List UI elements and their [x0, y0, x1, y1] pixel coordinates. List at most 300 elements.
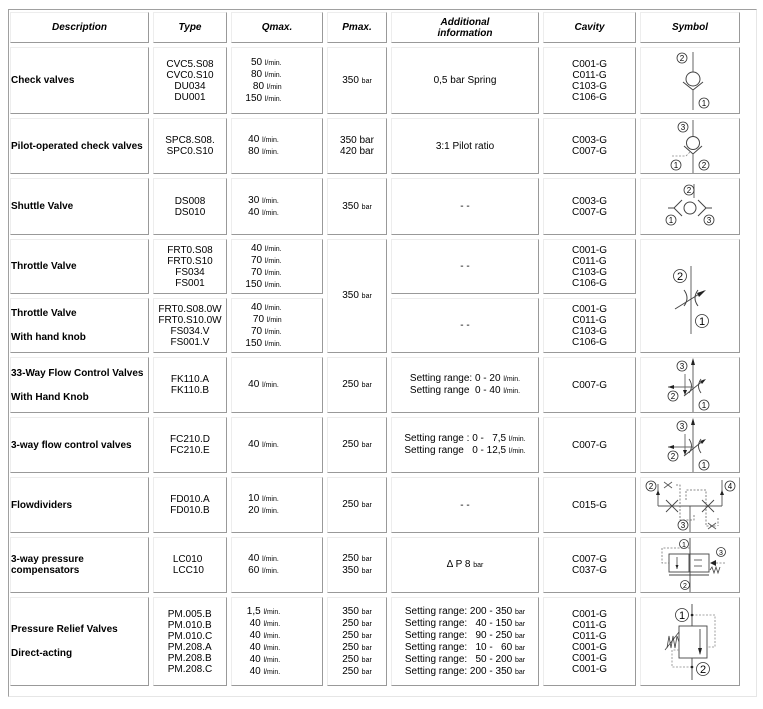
port-label: 2: [686, 185, 692, 195]
qmax-line: [245, 279, 281, 291]
qmax-line: [248, 207, 279, 219]
list-line: FC210.E: [170, 445, 210, 456]
description-text: Shuttle Valve: [11, 201, 74, 212]
list-line: C001-G: [571, 303, 607, 315]
description-text: Flowdividers: [11, 499, 73, 511]
additional-info-cell: [391, 239, 539, 294]
description-cell: [10, 118, 149, 174]
additional-info-cell: [391, 537, 539, 593]
symbol-cell: [640, 357, 740, 413]
qmax-value: 30: [248, 194, 263, 206]
description-subtext: With hand knob: [11, 332, 86, 343]
list-line: LCC10: [172, 565, 204, 576]
type-cell: [153, 118, 227, 174]
list-line: DU034: [174, 80, 206, 92]
pmax-line: [328, 630, 386, 642]
list-line: FRT0.S08.0W: [158, 303, 222, 315]
additional-info-text: Setting range: 200 - 350: [404, 605, 515, 617]
qmax-line: [245, 69, 281, 81]
symbol-cell: [640, 47, 740, 114]
qmax-line: [245, 302, 281, 314]
port-label: 3: [706, 215, 712, 225]
description-text: Throttle Valve: [11, 308, 77, 319]
additional-info-cell: [391, 118, 539, 174]
list-line: C011-G: [572, 255, 607, 267]
qmax-unit: l/min.: [264, 304, 282, 312]
port-label: 1: [698, 316, 706, 328]
symbol-cell: [640, 178, 740, 235]
port-label: 2: [683, 583, 687, 590]
qmax-value: 1,5: [246, 605, 264, 617]
qmax-unit: l/min.: [263, 632, 281, 640]
list-line: 420 bar: [340, 146, 374, 157]
qmax-line: [248, 553, 279, 565]
flow-control-valve-symbol: [660, 358, 720, 412]
pmax-unit: bar: [361, 442, 372, 449]
header-description: Description: [10, 12, 149, 43]
additional-info-text: Setting range: 90 - 250: [404, 629, 515, 641]
additional-info-text: - -: [460, 261, 470, 272]
port-label: 1: [701, 401, 707, 410]
qmax-unit: l/min.: [262, 149, 279, 156]
qmax-unit: l/min.: [263, 608, 281, 616]
list-line: PM.208.B: [167, 652, 212, 664]
port-label: 3: [679, 422, 685, 431]
symbol-cell: [640, 597, 740, 686]
qmax-value: 150: [245, 337, 265, 349]
list-line: DS008: [174, 195, 206, 207]
qmax-values: [247, 606, 307, 678]
pmax-unit: bar: [361, 668, 372, 676]
additional-unit: bar: [514, 620, 526, 628]
qmax-unit: l/min.: [264, 328, 282, 336]
qmax-line: [245, 81, 281, 93]
description-cell: [10, 537, 149, 593]
additional-info-cell: [391, 178, 539, 235]
additional-info-line: [410, 385, 520, 397]
list-line: C003-G: [571, 135, 607, 146]
list-line: C106-G: [571, 91, 607, 103]
list-line: C001-G: [571, 244, 607, 256]
throttle-valve-symbol: [660, 256, 720, 336]
type-cell: [153, 239, 227, 294]
list-line: C103-G: [571, 325, 607, 337]
list-line: C001-G: [571, 641, 607, 653]
list-line: C001-G: [571, 652, 607, 664]
type-cell: [153, 298, 227, 353]
port-label: 1: [668, 215, 674, 225]
qmax-value: 40: [250, 242, 265, 254]
qmax-unit: l/min.: [264, 95, 282, 103]
list-line: FRT0.S10: [167, 255, 213, 267]
port-label: 2: [679, 53, 685, 63]
description-cell: [10, 178, 149, 235]
qmax-values: [248, 553, 306, 577]
additional-info-text: Setting range 0 - 40: [409, 385, 504, 396]
list-line: C007-G: [571, 554, 607, 565]
port-label: 1: [682, 542, 686, 549]
pmax-value: 350: [342, 605, 362, 617]
additional-info-line: [405, 642, 525, 654]
table-row: [10, 239, 740, 294]
port-label: 2: [670, 392, 676, 401]
list-line: C103-G: [571, 80, 607, 92]
list-line: FD010.A: [170, 494, 210, 505]
list-line: C003-G: [571, 195, 607, 207]
list-line: SPC0.S10: [166, 146, 214, 157]
additional-info-cell: [391, 298, 539, 353]
pmax-value: 250: [342, 439, 359, 450]
qmax-unit: l/min.: [264, 269, 282, 277]
port-label: 2: [699, 663, 707, 676]
list-line: C011-G: [572, 69, 607, 81]
qmax-unit: l/min.: [262, 442, 279, 449]
description-subtext: With Hand Knob: [11, 391, 89, 403]
header-pmax: Pmax.: [327, 12, 387, 43]
pmax-value: 250: [342, 641, 362, 653]
cavity-cell: [543, 239, 636, 294]
additional-info-text: Setting range 0 - 12,5: [404, 445, 509, 456]
qmax-value: 80: [248, 146, 263, 157]
pmax-line: [328, 654, 386, 666]
additional-info-line: [405, 606, 525, 618]
qmax-values: [245, 302, 308, 350]
qmax-value: 70: [250, 254, 265, 266]
list-line: DS010: [174, 206, 206, 218]
qmax-line: [248, 379, 279, 391]
qmax-line: [248, 195, 279, 207]
additional-info-line: [410, 373, 520, 385]
list-line: C106-G: [571, 336, 607, 348]
description-cell: [10, 298, 149, 353]
description-subtext: Direct-acting: [11, 648, 73, 659]
qmax-unit: l/min.: [262, 556, 279, 563]
qmax-cell: [231, 47, 323, 114]
description-text: 3-way pressure compensators: [11, 554, 84, 576]
symbol-cell: [640, 477, 740, 533]
additional-info-text: Setting range: 10 - 60: [404, 641, 515, 653]
pmax-unit: bar: [361, 608, 372, 616]
port-label: 1: [701, 461, 707, 470]
table-row: [10, 537, 740, 593]
qmax-values: [248, 195, 306, 219]
additional-info-line: [404, 433, 525, 445]
table-row: [10, 477, 740, 533]
qmax-unit: l/min.: [263, 620, 281, 628]
list-line: C015-G: [571, 499, 607, 511]
pmax-unit: bar: [361, 644, 372, 652]
header-qmax: Qmax.: [231, 12, 323, 43]
qmax-value: 80: [250, 68, 265, 80]
pmax-value: 250: [342, 665, 362, 677]
port-label: 1: [678, 609, 686, 622]
header-symbol: Symbol: [640, 12, 740, 43]
qmax-unit: l/min.: [264, 59, 282, 67]
description-cell: [10, 417, 149, 473]
qmax-unit: l/min.: [263, 656, 281, 664]
pmax-value: 350: [342, 290, 359, 301]
port-label: 3: [719, 550, 723, 557]
additional-unit: l/min.: [503, 388, 521, 395]
pmax-unit: bar: [361, 632, 372, 640]
pmax-line: [328, 642, 386, 654]
additional-info-line: [405, 618, 525, 630]
qmax-cell: [231, 477, 323, 533]
qmax-unit: l/min.: [262, 496, 279, 503]
qmax-unit: l/min.: [264, 71, 282, 79]
additional-info-text: Setting range : 0 - 7,5: [404, 433, 509, 444]
description-text: 33-Way Flow Control Valves: [11, 367, 144, 379]
qmax-value: 40: [248, 439, 263, 450]
type-cell: [153, 357, 227, 413]
shuttle-valve-symbol: [660, 182, 720, 232]
table-row: [10, 597, 740, 686]
list-line: PM.010.C: [167, 630, 213, 642]
pmax-value: 250: [342, 553, 362, 564]
pmax-unit: bar: [361, 77, 372, 85]
additional-info-cell: [391, 597, 539, 686]
check-valve-symbol: [660, 50, 720, 112]
list-line: FC210.D: [169, 434, 210, 445]
qmax-value: 40: [249, 617, 264, 629]
list-line: C007-G: [571, 206, 607, 218]
list-line: C037-G: [571, 565, 607, 576]
qmax-line: [245, 267, 281, 279]
list-line: C001-G: [571, 608, 607, 620]
qmax-value: 40: [248, 206, 263, 218]
qmax-line: [248, 565, 279, 577]
cavity-cell: [543, 597, 636, 686]
qmax-value: 60: [248, 565, 263, 576]
list-line: FS034: [175, 266, 205, 278]
port-label: 2: [670, 452, 676, 461]
pressure-compensator-symbol: [650, 538, 730, 592]
qmax-cell: [231, 298, 323, 353]
list-line: PM.005.B: [167, 608, 212, 620]
qmax-value: 10: [248, 493, 263, 504]
qmax-line: [245, 243, 281, 255]
list-line: CVC5.S08: [166, 58, 214, 70]
qmax-value: 20: [248, 505, 263, 516]
qmax-value: 70: [250, 325, 265, 337]
list-line: C103-G: [571, 266, 607, 278]
additional-info-line: [404, 445, 525, 457]
pressure-relief-valve-symbol: [655, 602, 725, 682]
port-label: 2: [701, 161, 707, 170]
qmax-unit: l/min.: [264, 245, 282, 253]
qmax-line: [248, 439, 279, 451]
qmax-cell: [231, 537, 323, 593]
table-row: [10, 178, 740, 235]
description-text: Check valves: [11, 75, 75, 86]
pmax-unit: bar: [361, 293, 372, 300]
qmax-line: [245, 57, 281, 69]
pmax-cell: [327, 357, 387, 413]
qmax-unit: l/min.: [264, 257, 282, 265]
qmax-line: [247, 630, 280, 642]
qmax-value: 40: [248, 134, 263, 145]
port-label: 1: [701, 98, 707, 108]
list-line: FD010.B: [170, 505, 210, 516]
list-line: C007-G: [571, 146, 607, 157]
qmax-line: [245, 314, 281, 326]
list-line: C106-G: [571, 277, 607, 289]
qmax-line: [248, 505, 279, 517]
list-line: SPC8.S08.: [165, 135, 215, 146]
qmax-values: [245, 57, 308, 105]
additional-unit: bar: [514, 644, 526, 652]
symbol-cell: [640, 239, 740, 353]
description-cell: [10, 477, 149, 533]
additional-unit: l/min.: [508, 448, 526, 455]
qmax-unit: l/min.: [263, 644, 281, 652]
pmax-value: 250: [342, 499, 359, 510]
symbol-cell: [640, 118, 740, 174]
qmax-line: [247, 654, 280, 666]
additional-info-cell: [391, 477, 539, 533]
list-line: C011-G: [572, 630, 607, 642]
list-line: FS034.V: [170, 325, 210, 337]
additional-info-cell: [391, 357, 539, 413]
pmax-unit: bar: [361, 203, 372, 211]
qmax-value: 70: [250, 266, 265, 278]
pilot-operated-check-valve-symbol: [660, 119, 720, 173]
qmax-line: [247, 666, 280, 678]
additional-unit: l/min.: [508, 436, 526, 443]
port-label: 3: [680, 123, 686, 132]
qmax-line: [245, 93, 281, 105]
qmax-unit: l/min: [266, 83, 282, 91]
pmax-value: 350: [342, 200, 359, 212]
additional-info-cell: [391, 417, 539, 473]
pmax-unit: bar: [361, 556, 372, 563]
list-line: FRT0.S08: [167, 244, 213, 256]
pmax-cell: [327, 597, 387, 686]
cavity-cell: [543, 47, 636, 114]
qmax-cell: [231, 118, 323, 174]
pmax-line: [328, 553, 386, 565]
cavity-cell: [543, 298, 636, 353]
qmax-line: [248, 134, 279, 146]
qmax-value: 50: [250, 56, 265, 68]
list-line: FK110.B: [170, 385, 210, 396]
description-text: 3-way flow control valves: [11, 439, 132, 451]
qmax-value: 40: [250, 301, 265, 313]
list-line: FS001: [175, 277, 205, 289]
pmax-value: 250: [342, 379, 359, 390]
description-text: Throttle Valve: [11, 261, 77, 272]
additional-info-text: Setting range: 0 - 20: [409, 373, 504, 384]
qmax-value: 40: [249, 665, 264, 677]
qmax-line: [247, 606, 280, 618]
header-type: Type: [153, 12, 227, 43]
symbol-cell: [640, 417, 740, 473]
type-cell: [153, 597, 227, 686]
qmax-line: [245, 326, 281, 338]
list-line: FRT0.S10.0W: [158, 314, 222, 326]
header-additional-info: [391, 12, 539, 43]
qmax-line: [247, 618, 280, 630]
port-label: 2: [648, 482, 654, 491]
qmax-value: 40: [249, 629, 264, 641]
qmax-unit: l/min.: [262, 508, 279, 515]
list-line: PM.010.B: [167, 619, 212, 631]
qmax-unit: l/min.: [264, 340, 282, 348]
additional-info-text: Setting range: 200 - 350: [404, 665, 515, 677]
list-line: C001-G: [571, 663, 607, 675]
pmax-cell: [327, 477, 387, 533]
additional-unit: bar: [514, 656, 526, 664]
pmax-cell: [327, 118, 387, 174]
qmax-values: [248, 493, 306, 517]
port-label: 3: [680, 521, 686, 530]
additional-info-line: [405, 654, 525, 666]
qmax-unit: l/min.: [262, 197, 279, 205]
qmax-value: 40: [248, 379, 263, 390]
qmax-cell: [231, 178, 323, 235]
type-cell: [153, 47, 227, 114]
list-line: C011-G: [572, 314, 607, 326]
additional-unit: bar: [473, 562, 484, 569]
qmax-value: 150: [245, 278, 265, 290]
list-line: 350 bar: [340, 135, 374, 146]
header-additional-line2: information: [437, 27, 493, 39]
qmax-value: 70: [252, 313, 267, 325]
port-label: 4: [727, 482, 733, 491]
additional-info-text: - -: [460, 499, 470, 511]
table-row: [10, 357, 740, 413]
qmax-cell: [231, 357, 323, 413]
cavity-cell: [543, 537, 636, 593]
qmax-value: 40: [249, 641, 264, 653]
qmax-value: 150: [245, 92, 265, 104]
cavity-cell: [543, 357, 636, 413]
qmax-unit: l/min.: [262, 137, 279, 144]
pmax-value: 250: [342, 617, 362, 629]
qmax-cell: [231, 417, 323, 473]
qmax-line: [247, 642, 280, 654]
list-line: DU001: [174, 91, 206, 103]
qmax-values: [248, 379, 306, 391]
port-label: 1: [673, 161, 679, 170]
additional-info-text: - -: [460, 201, 470, 212]
pmax-cell: [327, 239, 387, 353]
additional-info-text: Setting range: 40 - 150: [404, 617, 515, 629]
description-text: Pilot-operated check valves: [11, 140, 143, 152]
additional-info-text: 0,5 bar Spring: [433, 75, 497, 86]
pmax-unit: bar: [361, 656, 372, 664]
header-cavity: Cavity: [543, 12, 636, 43]
pmax-unit: bar: [361, 620, 372, 628]
qmax-line: [245, 338, 281, 350]
additional-unit: bar: [514, 668, 526, 676]
additional-info-text: - -: [460, 320, 470, 331]
pmax-unit: bar: [361, 568, 372, 575]
qmax-value: 80: [252, 80, 267, 92]
type-cell: [153, 417, 227, 473]
description-cell: [10, 47, 149, 114]
qmax-line: [248, 146, 279, 158]
port-label: 2: [676, 271, 684, 283]
header-additional-line1: Additional: [440, 16, 490, 28]
pmax-line: [328, 606, 386, 618]
pmax-cell: [327, 417, 387, 473]
list-line: CVC0.S10: [166, 69, 214, 81]
type-cell: [153, 537, 227, 593]
pmax-line: [328, 666, 386, 678]
symbol-cell: [640, 537, 740, 593]
additional-info-text: Setting range: 50 - 200: [404, 653, 515, 665]
